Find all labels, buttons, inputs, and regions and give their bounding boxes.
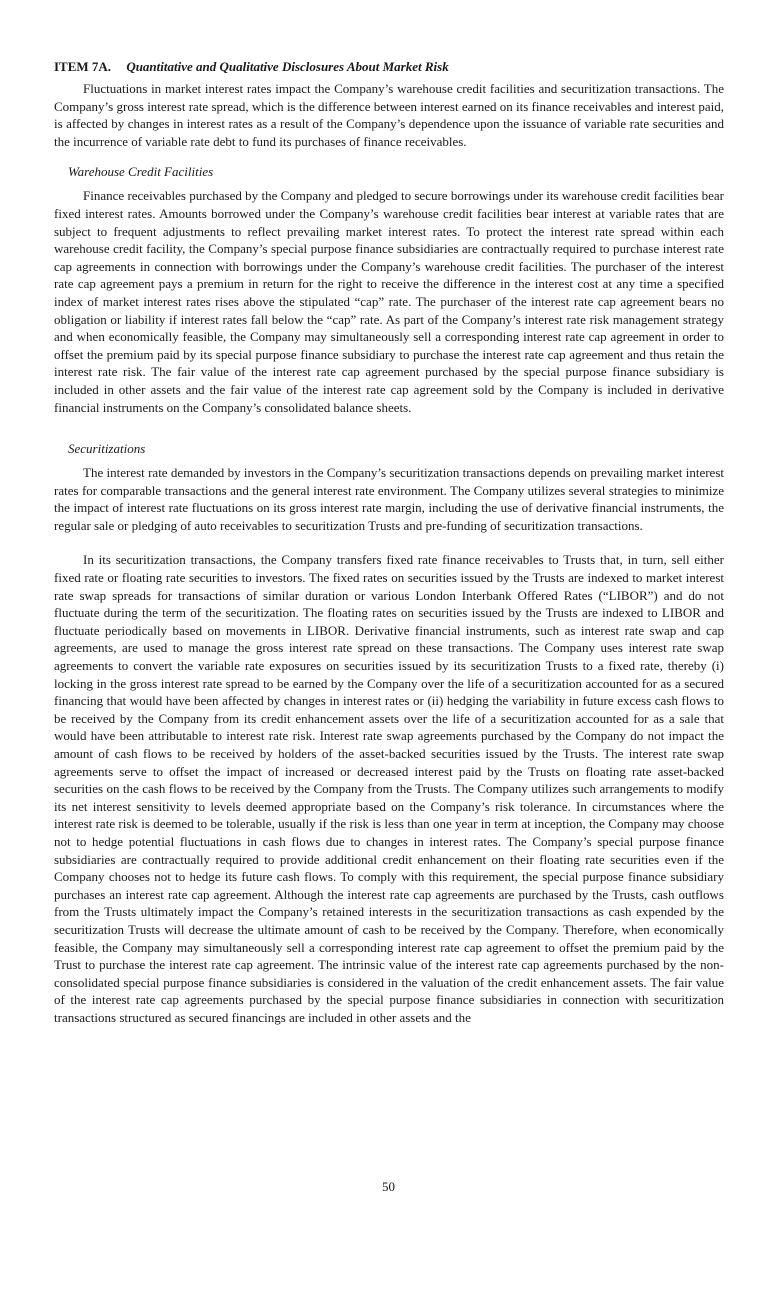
- item-title: Quantitative and Qualitative Disclosures About Market Risk: [126, 59, 449, 74]
- item-number: ITEM 7A.: [54, 59, 112, 74]
- warehouse-heading: Warehouse Credit Facilities: [68, 164, 214, 180]
- page-number: 50: [382, 1179, 395, 1194]
- item-heading: [54, 58, 724, 76]
- warehouse-paragraph: Finance receivables purchased by the Company and pledged to secure borrowings under its warehouse credit facilities bear fixed interest rates. Amounts borrowed under the Company’s warehouse credit facilities bear interest at variable rates that are subject to frequent adjustments to reflect prevailing market interest rates. To protect the interest rate spread within each warehouse credit facility, the Company’s special purpose finance subsidiaries are contractually required to purchase interest rate cap agreements in connection with borrowings under the Company’s warehouse credit facilities. The purchaser of the interest rate cap agreement pays a premium in return for the right to receive the difference in the interest cost at any time a specified index of market interest rates rises above the stipulated “cap” rate. The purchaser of the interest rate cap agreement bears no obligation or liability if interest rates fall below the “cap” rate. As part of the Company’s interest rate risk management strategy and when economically feasible, the Company may simultaneously sell a corresponding interest rate cap agreement in order to offset the premium paid by its special purpose finance subsidiary to purchase the interest rate cap agreement and thus retain the interest rate risk. The fair value of the interest rate cap agreement purchased by the special purpose finance subsidiary is included in other assets and the fair value of the interest rate cap agreement sold by the Company is included in derivative financial instruments on the Company’s consolidated balance sheets.: [54, 188, 724, 415]
- intro-paragraph: Fluctuations in market interest rates impact the Company’s warehouse credit facilities and securitization transactions. The Company’s gross interest rate spread, which is the difference between interest earned on its finance receivables and interest paid, is affected by changes in interest rates as a result of the Company’s dependence upon the issuance of variable rate securities and the incurrence of variable rate debt to fund its purchases of finance receivables.: [54, 81, 724, 149]
- securitizations-paragraph-2: In its securitization transactions, the Company transfers fixed rate finance receivables to Trusts that, in turn, sell either fixed rate or floating rate securities to investors. The fixed rates on securities issued by the Trusts are indexed to market interest rate swap spreads for transactions of similar duration or various London Interbank Offered Rates (“LIBOR”) and do not fluctuate during the term of the securitization. The floating rates on securities issued by the Trusts are indexed to LIBOR and fluctuate periodically based on movements in LIBOR. Derivative financial instruments, such as interest rate swap and cap agreements, are used to manage the gross interest rate spread on these transactions. The Company uses interest rate swap agreements to convert the variable rate exposures on securities issued by its securitization Trusts to a fixed rate, thereby (i) locking in the gross interest rate spread to be earned by the Company over the life of a securitization accounted for as a secured financing that would have been affected by changes in interest rates or (ii) hedging the variability in future excess cash flows to be received by the Company from its credit enhancement assets over the life of a securitization accounted for as a sale that would have been attributable to interest rate risk. Interest rate swap agreements purchased by the Company do not impact the amount of cash flows to be received by holders of the asset-backed securities issued by the Trusts. The interest rate swap agreements serve to offset the impact of increased or decreased interest paid by the Trusts on floating rate asset-backed securities on the cash flows to be received by the Company from the Trusts. The Company utilizes such arrangements to modify its net interest sensitivity to levels deemed appropriate based on the Company’s risk tolerance. In circumstances where the interest rate risk is deemed to be tolerable, usually if the risk is less than one year in term at inception, the Company may choose not to hedge potential fluctuations in cash flows due to changes in interest rates. The Company’s special purpose finance subsidiaries are contractually required to provide additional credit enhancement on their floating rate securities even if the Company chooses not to hedge its future cash flows. To comply with this requirement, the special purpose finance subsidiary purchases an interest rate cap agreement. Although the interest rate cap agreements are purchased by the Trusts, cash outflows from the Trusts ultimately impact the Company’s retained interests in the securitization transactions as cash expended by the securitization Trusts will decrease the ultimate amount of cash to be received by the Company. Therefore, when economically feasible, the Company may simultaneously sell a corresponding interest rate cap agreement to offset the premium paid by the Trust to purchase the interest rate cap agreement. The intrinsic value of the interest rate cap agreements purchased by the non-consolidated special purpose finance subsidiaries is considered in the valuation of the credit enhancement assets. The fair value of the interest rate cap agreements purchased by the special purpose finance subsidiaries in connection with securitization transactions structured as secured financings are included in other assets and the: [54, 552, 724, 1025]
- securitizations-heading: Securitizations: [68, 441, 146, 457]
- securitizations-paragraph-1: The interest rate demanded by investors in the Company’s securitization transactions depends on prevailing market interest rates for comparable transactions and the general interest rate environment. The Company utilizes several strategies to minimize the impact of interest rate fluctuations on its gross interest rate margin, including the use of derivative financial instruments, the regular sale or pledging of auto receivables to securitization Trusts and pre-funding of securitization transactions.: [54, 465, 724, 533]
- document-page: [54, 58, 724, 1027]
